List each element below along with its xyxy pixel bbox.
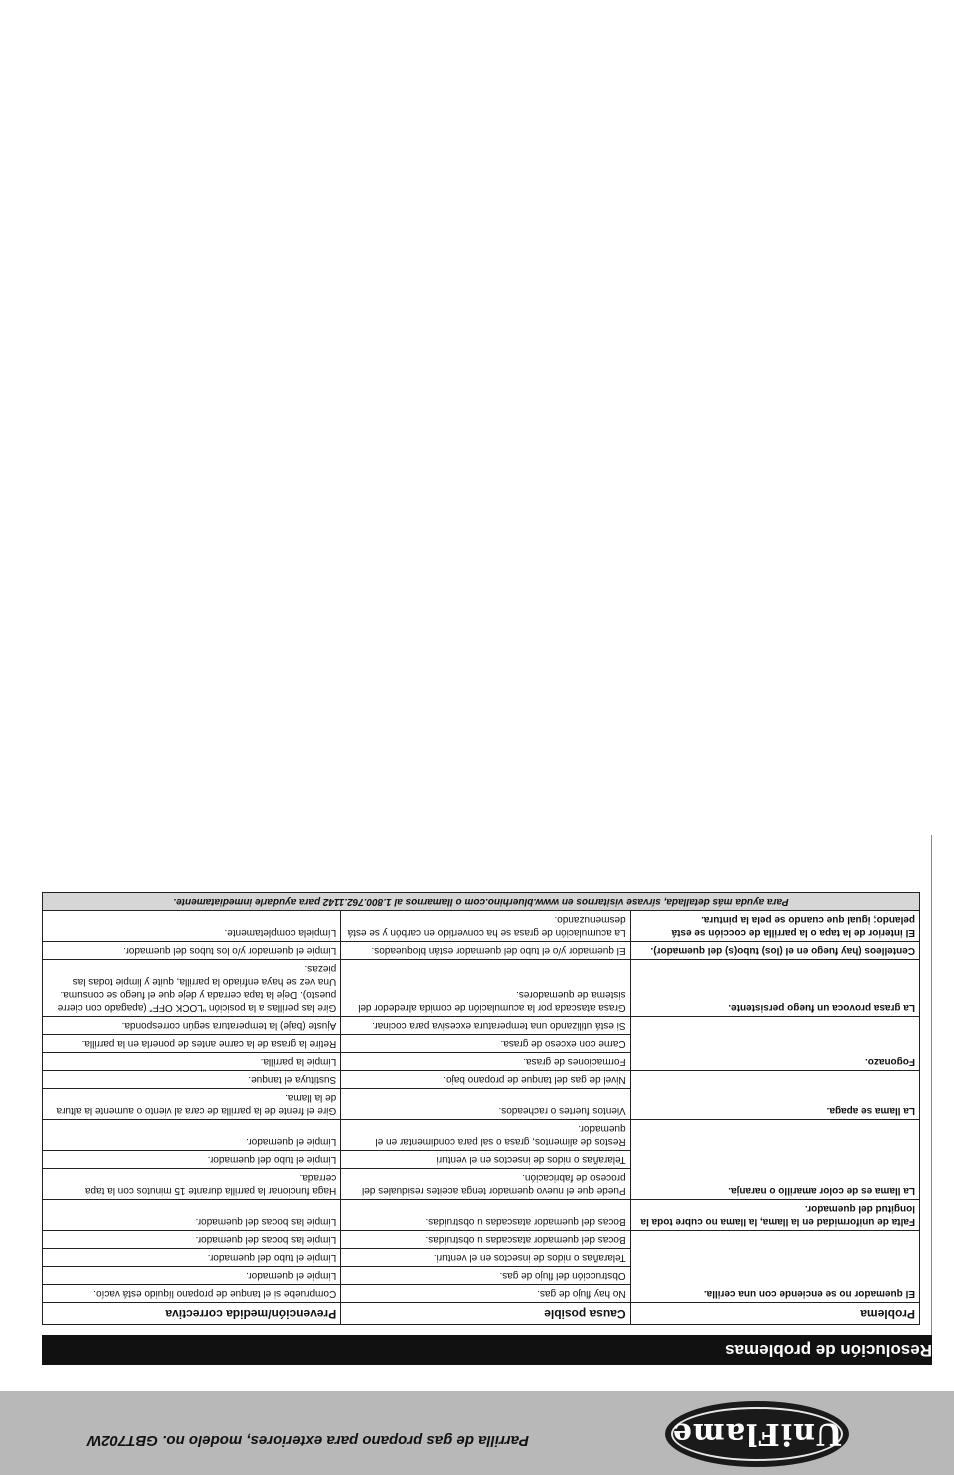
cause-cell: Grasa atascada por la acumulación de comida alrededor del sistema de quemadores.	[341, 960, 630, 1017]
cause-cell: No hay flujo de gas.	[341, 1285, 630, 1303]
cause-cell: Carne con exceso de grasa.	[341, 1035, 630, 1053]
fix-cell: Haga funcionar la parrilla durante 15 minutos con la tapa cerrada.	[43, 1169, 341, 1200]
logo-text: UniFlame	[671, 1416, 843, 1452]
problem-cell: El interior de la tapa o la parrilla de cocción se está pelando; igual que cuando se pela la pintura.	[630, 911, 919, 942]
fix-cell: Ajuste (baje) la temperatura según corresponda.	[43, 1017, 341, 1035]
logo-ring	[671, 1407, 843, 1461]
uniflame-logo	[665, 1401, 849, 1467]
table-row	[43, 960, 920, 1017]
fix-cell: Limpie el tubo del quemador.	[43, 1249, 341, 1267]
cause-cell: La acumulación de grasa se ha convertido en carbón y se está desmenuzando.	[341, 911, 630, 942]
table-row	[43, 1089, 920, 1120]
margin-rule	[931, 835, 932, 1335]
cause-cell: Bocas del quemador atascadas u obstruidas.	[341, 1231, 630, 1249]
cause-cell: Telarañas o nidos de insectos en el venturi.	[341, 1249, 630, 1267]
problem-cell: La llama se apaga.	[630, 1071, 919, 1120]
cause-cell: Obstrucción del flujo de gas.	[341, 1267, 630, 1285]
cause-cell: Telarañas o nidos de insectos en el venturi	[341, 1151, 630, 1169]
problem-cell: La grasa provoca un fuego persistente.	[630, 960, 919, 1017]
fix-cell: Gire las perillas a la posición “LOCK OFF” (apagado con cierre puesto). Deje la tapa cerrada y deje que el fuego se consuma. Una vez se haya enfriado la parrilla, quite y limpie todas las piezas.	[43, 960, 341, 1017]
troubleshooting-table	[42, 892, 920, 1325]
col-header-cause: Causa posible	[341, 1303, 630, 1325]
manual-title: Parrilla de gas propano para exteriores, modelo no. GBT702W	[87, 1432, 529, 1449]
fix-cell: Gire el frente de la parrilla de cara al viento o aumente la altura de la llama.	[43, 1089, 341, 1120]
fix-cell: Límpiela completamente.	[43, 911, 341, 942]
section-title: Resolución de problemas	[725, 1341, 932, 1360]
table-row	[43, 911, 920, 942]
fix-cell: Compruebe si el tanque de propano líquido está vacío.	[43, 1285, 341, 1303]
section-title-bar	[42, 1335, 932, 1365]
problem-cell: El quemador no se enciende con una cerilla.	[630, 1231, 919, 1303]
cause-cell: Vientos fuertes o racheados.	[341, 1089, 630, 1120]
cause-cell: Puede que el nuevo quemador tenga aceites residuales del proceso de fabricación.	[341, 1169, 630, 1200]
problem-cell: Fogonazo.	[630, 1017, 919, 1071]
fix-cell: Limpie las bocas del quemador.	[43, 1231, 341, 1249]
table-row	[43, 942, 920, 960]
table-row	[43, 1200, 920, 1231]
col-header-problem: Problema	[630, 1303, 919, 1325]
problem-cell: La llama es de color amarillo o naranja.	[630, 1120, 919, 1200]
fix-cell: Limpie las bocas del quemador.	[43, 1200, 341, 1231]
fix-cell: Sustituya el tanque.	[43, 1071, 341, 1089]
fix-cell: Limpie el quemador.	[43, 1120, 341, 1151]
header-band	[0, 1391, 954, 1475]
cause-cell: Bocas del quemador atascadas u obstruidas.	[341, 1200, 630, 1231]
help-footer-text: Para ayuda más detallada, sírvase visitarnos en www.bluerhino.com o llamarnos al 1.800.762.1142 para ayudarle inmediatamente.	[43, 893, 920, 911]
fix-cell: Limpie el quemador y/o los tubos del quemador.	[43, 942, 341, 960]
table-row	[43, 1169, 920, 1200]
problem-cell: Centelleos (hay fuego en el (los) tubo(s) del quemador).	[630, 942, 919, 960]
fix-cell: Limpie la parrilla.	[43, 1053, 341, 1071]
table-row	[43, 1285, 920, 1303]
cause-cell: Si está utilizando una temperatura excesiva para cocinar.	[341, 1017, 630, 1035]
col-header-fix: Prevención/medida correctiva	[43, 1303, 341, 1325]
cause-cell: Restos de alimentos, grasa o sal para condimentar en el quemador.	[341, 1120, 630, 1151]
problem-cell: Falta de uniformidad en la llama, la llama no cubre toda la longitud del quemador.	[630, 1200, 919, 1231]
fix-cell: Limpie el tubo del quemador.	[43, 1151, 341, 1169]
fix-cell: Limpie el quemador.	[43, 1267, 341, 1285]
footer-row	[43, 893, 920, 911]
cause-cell: El quemador y/o el tubo del quemador están bloqueados.	[341, 942, 630, 960]
cause-cell: Formaciones de grasa.	[341, 1053, 630, 1071]
fix-cell: Retire la grasa de la carne antes de ponerla en la parrilla.	[43, 1035, 341, 1053]
table-row	[43, 1053, 920, 1071]
table-header-row	[43, 1303, 920, 1325]
cause-cell: Nivel de gas del tanque de propano bajo.	[341, 1071, 630, 1089]
